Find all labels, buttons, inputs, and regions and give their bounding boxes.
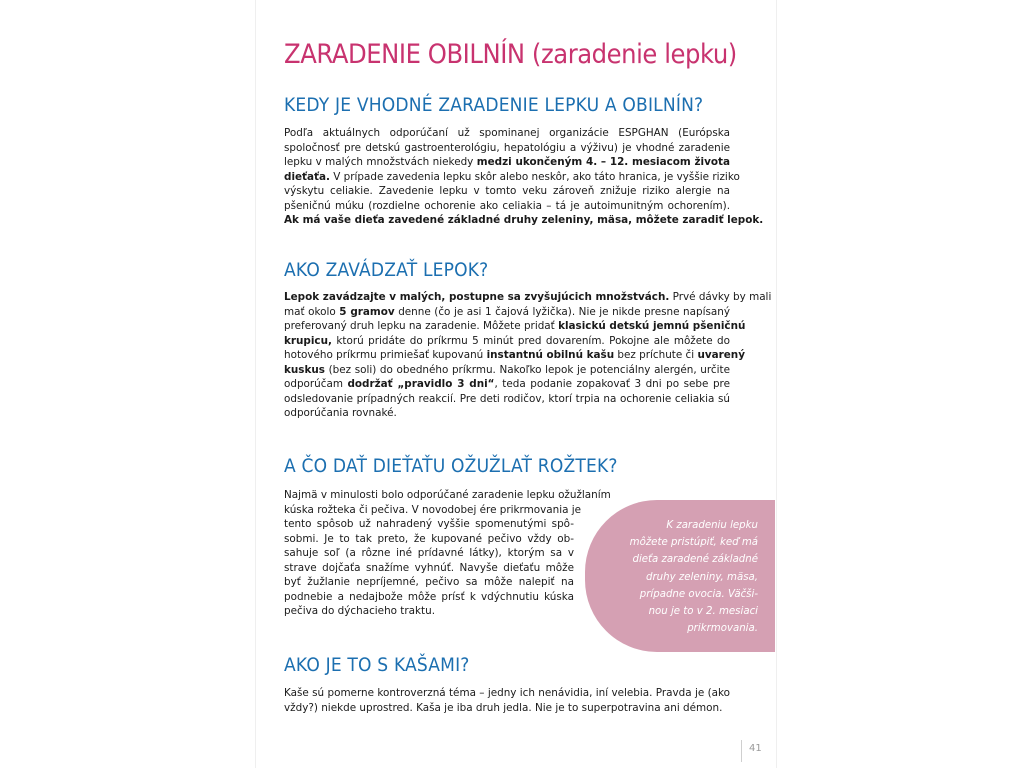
bold-run: Ak má vaše dieťa zavedené základné druhy zeleniny, mäsa, môžete zaradiť lepok. — [284, 214, 764, 226]
text-run: Kaše sú pomerne kontroverzná téma – jedny ich nenávidia, iní velebia. Pravda je (ako — [284, 687, 730, 699]
section-heading-kedy: KEDY JE VHODNÉ ZARADENIE LEPKU A OBILNÍN? — [284, 94, 704, 116]
section-body-co-dat — [284, 488, 611, 619]
text-line — [284, 126, 730, 141]
text-run: Prvé dávky by mali — [669, 291, 772, 303]
text-run: Podľa aktuálnych odporúčaní už spominanej organizácie ESPGHAN (Európska — [284, 127, 730, 139]
text-run: lepku v malých množstvách niekedy — [284, 156, 477, 168]
text-run: tento spôsob už nahradený vyššie spomenutými spô- — [284, 518, 574, 530]
bold-run: uvarený — [697, 349, 745, 361]
callout-line: nou je to v 2. mesiaci — [648, 606, 758, 618]
text-run: podnebie a nedajbože môže prísť k vdýchnutiu kúska — [284, 590, 574, 603]
bold-run: medzi ukončeným 4. – 12. mesiacom života — [476, 156, 730, 168]
text-line — [284, 532, 574, 547]
text-run: strave dojčaťa snažíme vyhnúť. Navyše dieťaťu môže — [284, 561, 574, 574]
text-line — [284, 488, 611, 503]
text-line — [284, 503, 582, 518]
bold-run: dieťaťa. — [284, 170, 330, 183]
text-line — [284, 155, 730, 170]
text-run: denne (čo je asi 1 čajová lyžička). Nie je nikde presne napísaný — [394, 305, 730, 318]
bold-run: krupicu, — [284, 334, 332, 347]
text-run: V prípade zavedenia lepku skôr alebo neskôr, ako táto hranica, je vyššie riziko — [329, 170, 740, 183]
callout-line: druhy zeleniny, mäsa, — [646, 571, 758, 583]
text-line — [284, 590, 574, 605]
text-line — [284, 363, 730, 378]
text-run: sahuje soľ (a rôzne iné prídavné látky), ktorým sa v — [284, 547, 574, 559]
text-line — [284, 517, 574, 532]
text-line — [284, 334, 730, 349]
text-run: kúska rožteka či pečiva. V novodobej ére prikrmovania je — [284, 503, 582, 516]
text-line — [284, 141, 730, 156]
text-run: preferovaný druh lepku na zaradenie. Môžete pridať — [284, 320, 559, 332]
text-run: spoločnosť pre detskú gastroenterológiu, hepatológiu a výživu) je vhodné zaradenie — [284, 141, 730, 154]
text-line — [284, 290, 772, 305]
bold-run: instantnú obilnú kašu — [486, 349, 615, 361]
text-line — [284, 377, 730, 392]
text-run: odsledovanie prípadných reakcií. Pre deti rodičov, ktorí trpia na ochorenie celiakia sú — [284, 392, 730, 405]
text-line — [284, 575, 574, 590]
section-body-kase — [284, 686, 730, 715]
callout-line: môžete pristúpiť, keď má — [629, 537, 758, 549]
text-line — [284, 213, 764, 228]
page-number: 41 — [749, 743, 762, 754]
section-body-kedy — [284, 126, 764, 228]
text-run: Najmä v minulosti bolo odporúčané zaradenie lepku ožužlaním — [284, 489, 611, 501]
text-line — [284, 170, 740, 185]
callout-line: prikrmovania. — [687, 623, 758, 635]
text-line — [284, 561, 574, 576]
text-run: hotového príkrmu primiešať kupovanú — [284, 349, 487, 361]
bold-run: dodržať „pravidlo 3 dni“ — [347, 378, 495, 390]
text-line — [284, 199, 730, 214]
text-line — [284, 392, 730, 407]
text-run: sobmi. Je to tak preto, že kupované pečivo vždy ob- — [284, 532, 574, 545]
section-heading-kase: AKO JE TO S KAŠAMI? — [284, 654, 470, 676]
bold-run: klasickú detskú jemnú pšeničnú — [558, 320, 746, 332]
text-line — [284, 319, 746, 334]
text-run: , teda podanie zopakovať 3 dni po sebe pre — [494, 378, 730, 390]
text-run: pečiva do dýchacieho traktu. — [284, 605, 436, 617]
callout-text — [600, 517, 758, 637]
text-run: výskytu celiakie. Zavedenie lepku v tomto veku zároveň znižuje riziko alergie na — [284, 185, 730, 197]
bold-run: Lepok zavádzajte v malých, postupne sa zvyšujúcich množstvách. — [284, 291, 670, 303]
text-line — [284, 305, 730, 320]
callout-line: K zaradeniu lepku — [666, 520, 758, 531]
text-run: odporúčania rovnaké. — [284, 407, 397, 419]
text-line — [284, 546, 574, 561]
text-line — [284, 406, 730, 421]
text-run: byť žužlanie nepríjemné, pečivo sa môže nalepiť na — [284, 576, 574, 588]
text-line — [284, 348, 745, 363]
text-run: bez príchute či — [614, 349, 698, 361]
text-run: vždy?) niekde uprostred. Kaša je iba druh jedla. Nie je to superpotravina ani démon. — [284, 701, 723, 714]
text-run: (bez soli) do obedného príkrmu. Nakoľko lepok je potenciálny alergén, určite — [324, 363, 730, 376]
text-line — [284, 184, 730, 199]
text-run: odporúčam — [284, 378, 348, 390]
text-run: pšeničnú múku (rozdielne ochorenie ako celiakia – tá je autoimunitným ochorením). — [284, 199, 730, 212]
bold-run: 5 gramov — [339, 305, 395, 318]
text-run: ktorú pridáte do príkrmu 5 minút pred dovarením. Pokojne ale môžete do — [331, 334, 730, 347]
text-line — [284, 604, 574, 619]
text-line — [284, 701, 730, 716]
section-heading-co-dat: A ČO DAŤ DIEŤAŤU OŽUŽLAŤ ROŽTEK? — [284, 455, 618, 477]
section-body-ako-zavadzat — [284, 290, 772, 421]
text-line — [284, 686, 730, 701]
callout-line: prípadne ovocia. Väčši- — [639, 588, 758, 600]
bold-run: kuskus — [284, 363, 325, 376]
page-title: ZARADENIE OBILNÍN (zaradenie lepku) — [284, 39, 737, 70]
page-number-divider — [741, 740, 742, 762]
callout-line: dieťa zaradené základné — [632, 554, 758, 566]
section-heading-ako-zavadzat: AKO ZAVÁDZAŤ LEPOK? — [284, 259, 489, 281]
text-run: mať okolo — [284, 305, 340, 318]
